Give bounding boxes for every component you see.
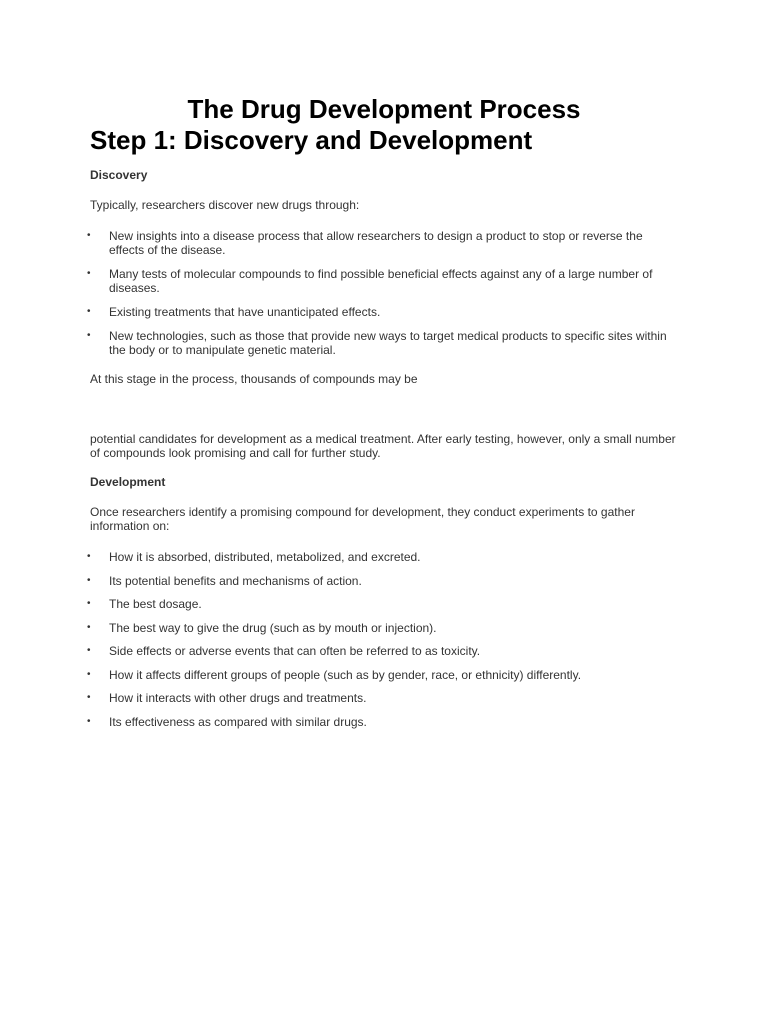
stage-paragraph: At this stage in the process, thousands of compounds may be <box>90 372 418 386</box>
continuation-paragraph: potential candidates for development as a medical treatment. After early testing, however, only a small number of compounds look promising and call for further study. <box>90 432 676 460</box>
development-intro: Once researchers identify a promising compound for development, they conduct experiments to gather information on: <box>90 505 635 533</box>
bullet-icon: • <box>87 330 91 341</box>
list-item-text: Its potential benefits and mechanisms of action. <box>109 573 362 588</box>
list-item <box>0 329 669 357</box>
discovery-heading: Discovery <box>90 168 148 182</box>
list-item <box>0 305 669 319</box>
list-item-text: New insights into a disease process that allow researchers to design a product to stop or reverse the effects of the disease. <box>109 229 643 257</box>
bullet-icon: • <box>87 668 91 680</box>
list-item-text: Its effectiveness as compared with similar drugs. <box>109 714 367 729</box>
list-item <box>0 229 669 257</box>
list-item <box>0 574 669 588</box>
bullet-icon: • <box>87 598 91 609</box>
list-item <box>0 715 669 729</box>
list-item <box>0 668 669 682</box>
bullet-icon: • <box>87 268 91 279</box>
step-title: Step 1: Discovery and Development <box>90 125 533 155</box>
bullet-icon: • <box>87 574 91 586</box>
document-title: The Drug Development Process <box>187 94 581 124</box>
development-list <box>0 550 768 738</box>
list-item-text: Existing treatments that have unanticipated effects. <box>109 305 381 319</box>
list-item-text: How it is absorbed, distributed, metabolized, and excreted. <box>109 550 421 564</box>
list-item-text: Many tests of molecular compounds to find possible beneficial effects against any of a large number of diseases. <box>109 267 653 295</box>
discovery-list <box>0 229 768 367</box>
bullet-icon: • <box>87 692 91 703</box>
list-item <box>0 644 669 658</box>
bullet-icon: • <box>87 715 91 727</box>
list-item <box>0 267 669 295</box>
discovery-intro: Typically, researchers discover new drugs through: <box>90 198 360 212</box>
list-item-text: The best way to give the drug (such as by mouth or injection). <box>109 620 437 635</box>
list-item <box>0 597 669 611</box>
bullet-icon: • <box>87 645 91 656</box>
bullet-icon: • <box>87 306 91 317</box>
list-item-text: How it interacts with other drugs and treatments. <box>109 691 367 705</box>
list-item-text: The best dosage. <box>109 597 202 611</box>
bullet-icon: • <box>87 230 91 241</box>
development-heading: Development <box>90 475 166 489</box>
list-item-text: Side effects or adverse events that can often be referred to as toxicity. <box>109 644 481 658</box>
list-item-text: How it affects different groups of people (such as by gender, race, or ethnicity) differently. <box>109 667 582 682</box>
list-item <box>0 621 669 635</box>
bullet-icon: • <box>87 551 91 562</box>
bullet-icon: • <box>87 621 91 633</box>
list-item <box>0 550 669 564</box>
list-item <box>0 691 669 705</box>
list-item-text: New technologies, such as those that provide new ways to target medical products to specific sites within the body or to manipulate genetic material. <box>109 329 667 357</box>
